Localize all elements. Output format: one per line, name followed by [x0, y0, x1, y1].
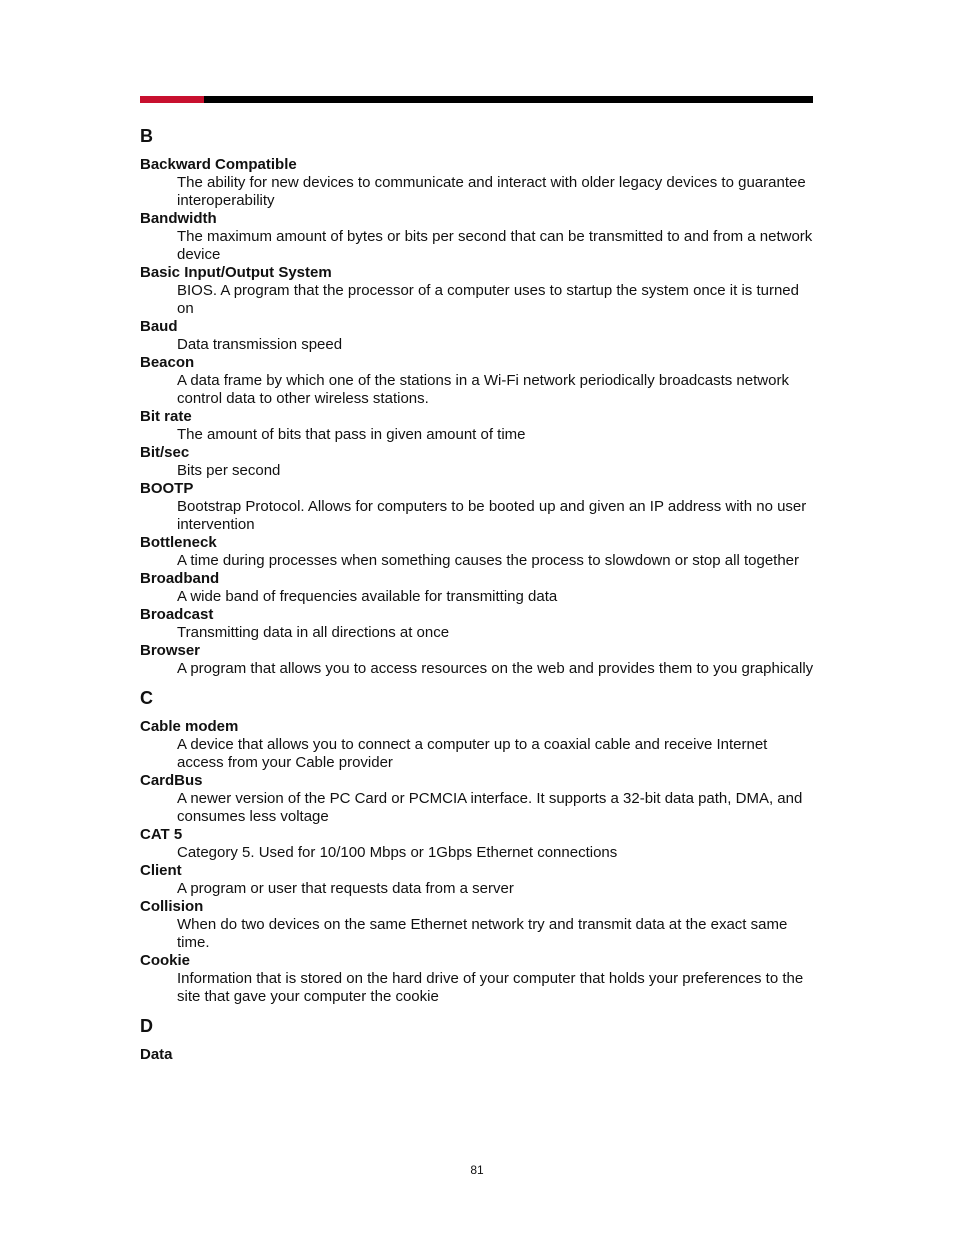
glossary-section-d: [140, 1016, 820, 1064]
glossary-definition: BIOS. A program that the processor of a computer uses to startup the system once it is turned on: [177, 282, 799, 317]
glossary-definition: Data transmission speed: [177, 336, 343, 353]
glossary-definition: A wide band of frequencies available for transmitting data: [177, 588, 558, 605]
glossary-section-c: [140, 688, 820, 1006]
glossary-term: BOOTP: [140, 480, 194, 497]
glossary-definition: A data frame by which one of the stations in a Wi-Fi network periodically broadcasts network control data to other wireless stations.: [177, 372, 789, 407]
glossary-term: Basic Input/Output System: [140, 264, 332, 281]
glossary-definition: Information that is stored on the hard drive of your computer that holds your preferences to the site that gave your computer the cookie: [177, 970, 804, 1005]
glossary-term: CardBus: [140, 772, 203, 789]
header-rule: [140, 96, 813, 103]
glossary-section-b: [140, 126, 820, 678]
glossary-definition: The maximum amount of bytes or bits per second that can be transmitted to and from a network device: [177, 228, 813, 263]
glossary-definition: Bootstrap Protocol. Allows for computers to be booted up and given an IP address with no user intervention: [177, 498, 807, 533]
glossary-term: Data: [140, 1046, 173, 1063]
glossary-term: Baud: [140, 318, 178, 335]
glossary-term: CAT 5: [140, 826, 183, 843]
glossary-definition: A time during processes when something causes the process to slowdown or stop all together: [177, 552, 800, 569]
section-letter: C: [140, 688, 153, 708]
section-letter: D: [140, 1016, 153, 1036]
glossary-definition: When do two devices on the same Ethernet network try and transmit data at the exact same time.: [177, 916, 788, 951]
glossary-definition: A device that allows you to connect a computer up to a coaxial cable and receive Internet access from your Cable provider: [177, 736, 768, 771]
glossary-definition: A program or user that requests data from a server: [177, 880, 514, 897]
glossary-definition: The amount of bits that pass in given amount of time: [177, 426, 526, 443]
page-number: 81: [470, 1163, 484, 1177]
glossary-term: Bit rate: [140, 408, 192, 425]
glossary-term: Beacon: [140, 354, 195, 371]
glossary-definition: Bits per second: [177, 462, 281, 479]
section-letter: B: [140, 126, 153, 146]
glossary-definition: Transmitting data in all directions at once: [177, 624, 450, 641]
glossary-definition: Category 5. Used for 10/100 Mbps or 1Gbps Ethernet connections: [177, 844, 618, 861]
header-rule-accent: [140, 96, 204, 103]
glossary-term: Backward Compatible: [140, 156, 297, 173]
glossary-term: Broadband: [140, 570, 220, 587]
glossary-term: Broadcast: [140, 606, 214, 623]
glossary-term: Bandwidth: [140, 210, 217, 227]
glossary-term: Bottleneck: [140, 534, 217, 551]
glossary-content: [140, 126, 820, 1074]
glossary-term: Cookie: [140, 952, 191, 969]
glossary-definition: A newer version of the PC Card or PCMCIA interface. It supports a 32-bit data path, DMA, and consumes less voltage: [177, 790, 803, 825]
glossary-term: Browser: [140, 642, 201, 659]
glossary-definition: A program that allows you to access resources on the web and provides them to you graphically: [177, 660, 814, 677]
glossary-term: Cable modem: [140, 718, 239, 735]
glossary-term: Collision: [140, 898, 204, 915]
glossary-term: Client: [140, 862, 182, 879]
glossary-definition: The ability for new devices to communicate and interact with older legacy devices to guarantee interoperability: [177, 174, 806, 209]
glossary-term: Bit/sec: [140, 444, 190, 461]
